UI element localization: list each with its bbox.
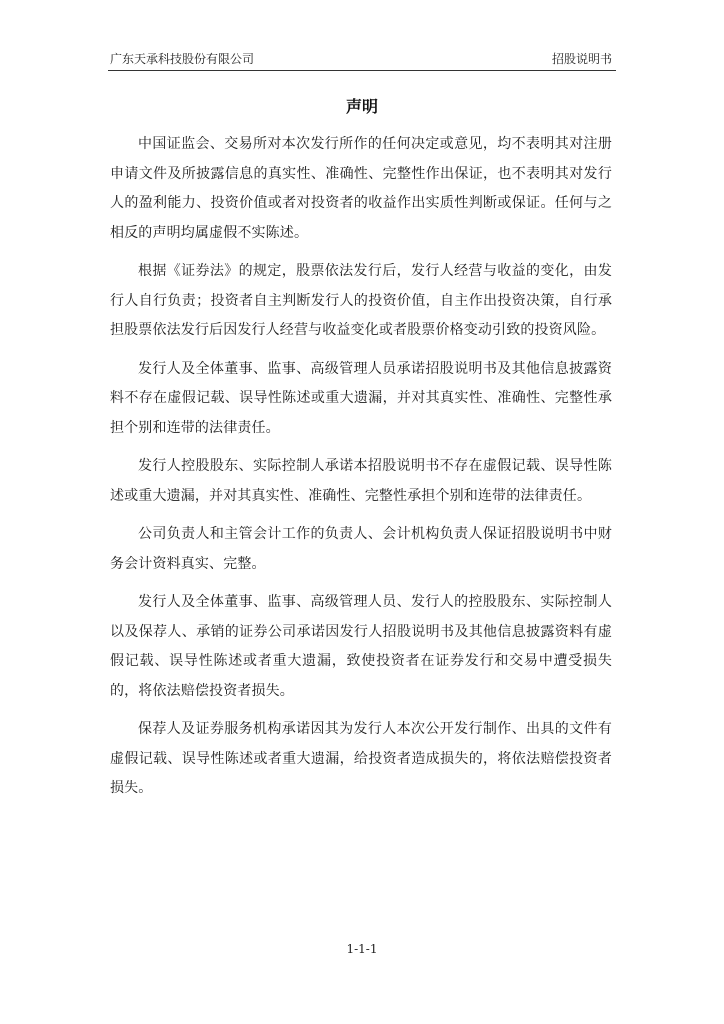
paragraph: 公司负责人和主管会计工作的负责人、会计机构负责人保证招股说明书中财务会计资料真实、完整。 — [110, 526, 612, 572]
paragraph: 发行人控股股东、实际控制人承诺本招股说明书不存在虚假记载、误导性陈述或重大遗漏，并对其真实性、准确性、完整性承担个别和连带的法律责任。 — [110, 458, 612, 504]
header-divider — [108, 70, 616, 71]
document-type: 招股说明书 — [551, 52, 612, 66]
statement-body — [110, 130, 612, 813]
company-name: 广东天承科技股份有限公司 — [110, 52, 255, 66]
page-header — [108, 50, 616, 70]
page-title: 声明 — [345, 97, 378, 116]
paragraph: 发行人及全体董事、监事、高级管理人员承诺招股说明书及其他信息披露资料不存在虚假记载、误导性陈述或重大遗漏，并对其真实性、准确性、完整性承担个别和连带的法律责任。 — [110, 360, 612, 436]
paragraph: 根据《证券法》的规定，股票依法发行后，发行人经营与收益的变化，由发行人自行负责；投资者自主判断发行人的投资价值，自主作出投资决策，自行承担股票依法发行后因发行人经营与收益变化或者股票价格变动引致的投资风险。 — [110, 263, 612, 338]
paragraph: 保荐人及证券服务机构承诺因其为发行人本次公开发行制作、出具的文件有虚假记载、误导性陈述或者重大遗漏，给投资者造成损失的，将依法赔偿投资者损失。 — [110, 721, 612, 796]
paragraph: 发行人及全体董事、监事、高级管理人员、发行人的控股股东、实际控制人以及保荐人、承销的证券公司承诺因发行人招股说明书及其他信息披露资料有虚假记载、误导性陈述或者重大遗漏，致使投资者在证券发行和交易中遭受损失的，将依法赔偿投资者损失。 — [110, 594, 612, 699]
paragraph: 中国证监会、交易所对本次发行所作的任何决定或意见，均不表明其对注册申请文件及所披露信息的真实性、准确性、完整性作出保证，也不表明其对发行人的盈利能力、投资价值或者对投资者的收益作出实质性判断或保证。任何与之相反的声明均属虚假不实陈述。 — [110, 136, 612, 241]
page-number: 1-1-1 — [346, 942, 378, 956]
